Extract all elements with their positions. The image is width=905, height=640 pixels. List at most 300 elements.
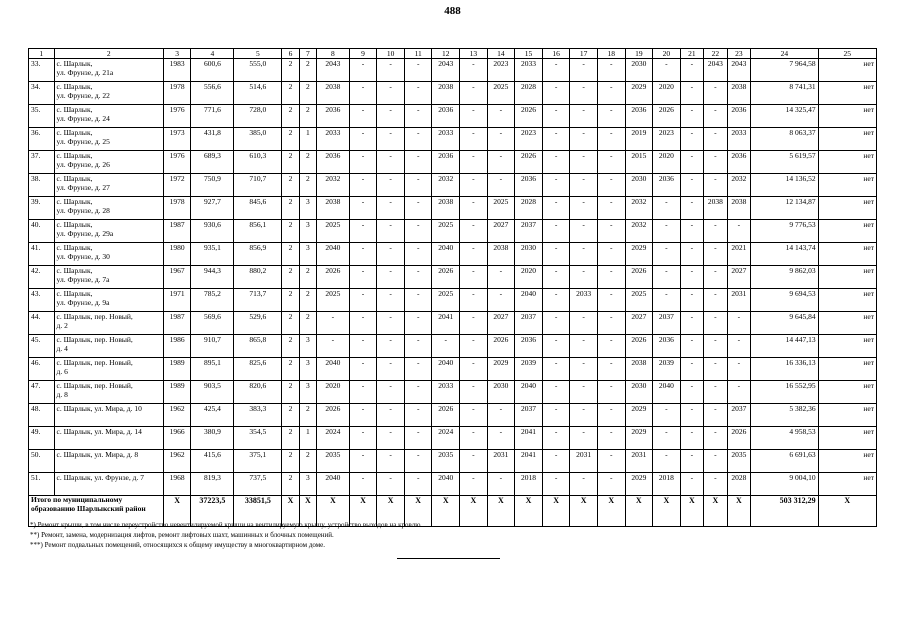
cell-col-23: - [727,220,750,243]
cell-col-25: нет [818,289,876,312]
cell-col-12: 2036 [432,151,460,174]
cell-col-3: 1976 [163,105,191,128]
cell-col-10: - [377,404,405,427]
cell-col-18: - [597,220,625,243]
cell-col-10: - [377,59,405,82]
cell-col-13: - [460,197,488,220]
cell-col-15: 2041 [515,427,543,450]
cell-col-24: 5 619,57 [751,151,818,174]
cell-col-18: - [597,82,625,105]
cell-col-20: - [653,404,681,427]
address-cell [54,404,163,427]
cell-col-12: 2036 [432,105,460,128]
cell-col-5: 375,1 [234,450,282,473]
cell-col-23: 2021 [727,243,750,266]
cell-col-25: нет [818,128,876,151]
address-line-2: ул. Фрунзе, д. 21а [56,68,114,77]
cell-col-3: 1987 [163,220,191,243]
cell-col-7: 2 [299,105,316,128]
total-col-3: X [163,496,191,527]
cell-col-12: 2026 [432,404,460,427]
table-row [29,105,877,128]
address-line-1: с. Шарлык, пер. Новый, [56,335,133,344]
cell-col-12: 2040 [432,473,460,496]
cell-col-4: 771,6 [191,105,234,128]
cell-col-11: - [404,220,432,243]
cell-col-7: 2 [299,151,316,174]
cell-col-13: - [460,59,488,82]
cell-col-7: 2 [299,59,316,82]
cell-col-9: - [349,381,377,404]
cell-col-25: нет [818,151,876,174]
cell-col-5: 710,7 [234,174,282,197]
address-cell [54,220,163,243]
cell-col-12: 2033 [432,128,460,151]
table-row [29,312,877,335]
cell-col-3: 1976 [163,151,191,174]
cell-col-20: 2020 [653,151,681,174]
cell-col-16: - [542,404,570,427]
cell-col-25: нет [818,266,876,289]
table-row [29,266,877,289]
cell-col-17: - [570,82,598,105]
column-number: 12 [432,49,460,59]
cell-col-10: - [377,473,405,496]
row-number: 47. [29,381,55,404]
total-col-7: X [299,496,316,527]
address-line-2: ул. Фрунзе, д. 25 [56,137,110,146]
total-col-17: X [570,496,598,527]
cell-col-17: 2033 [570,289,598,312]
cell-col-8: - [317,312,350,335]
cell-col-6: 2 [282,59,299,82]
cell-col-13: - [460,266,488,289]
column-number: 9 [349,49,377,59]
total-col-18: X [597,496,625,527]
cell-col-25: нет [818,404,876,427]
address-line-2: ул. Фрунзе, д. 27 [56,183,110,192]
cell-col-22: - [704,220,727,243]
cell-col-7: 1 [299,128,316,151]
cell-col-13: - [460,358,488,381]
address-line-1: с. Шарлык, [56,128,93,137]
address-line-1: с. Шарлык, пер. Новый, [56,381,133,390]
cell-col-17: - [570,335,598,358]
cell-col-15: 2037 [515,404,543,427]
row-number: 42. [29,266,55,289]
cell-col-19: 2026 [625,266,653,289]
table-row [29,151,877,174]
cell-col-6: 2 [282,197,299,220]
cell-col-12: 2024 [432,427,460,450]
cell-col-12: 2041 [432,312,460,335]
cell-col-16: - [542,105,570,128]
cell-col-19: 2029 [625,243,653,266]
cell-col-9: - [349,427,377,450]
cell-col-9: - [349,404,377,427]
cell-col-15: 2036 [515,174,543,197]
cell-col-6: 2 [282,174,299,197]
address-cell [54,381,163,404]
cell-col-5: 713,7 [234,289,282,312]
cell-col-10: - [377,266,405,289]
cell-col-24: 14 143,74 [751,243,818,266]
cell-col-4: 425,4 [191,404,234,427]
cell-col-14: 2038 [487,243,515,266]
cell-col-13: - [460,151,488,174]
cell-col-15: 2037 [515,312,543,335]
cell-col-13: - [460,450,488,473]
cell-col-12: 2040 [432,358,460,381]
total-col-16: X [542,496,570,527]
cell-col-5: 728,0 [234,105,282,128]
cell-col-4: 895,1 [191,358,234,381]
cell-col-4: 380,9 [191,427,234,450]
total-col-12: X [432,496,460,527]
cell-col-12: 2038 [432,82,460,105]
cell-col-3: 1962 [163,450,191,473]
cell-col-3: 1968 [163,473,191,496]
cell-col-8: 2036 [317,105,350,128]
cell-col-21: - [680,266,703,289]
cell-col-16: - [542,128,570,151]
cell-col-16: - [542,197,570,220]
cell-col-18: - [597,381,625,404]
cell-col-25: нет [818,335,876,358]
cell-col-22: - [704,289,727,312]
cell-col-8: 2026 [317,404,350,427]
cell-col-3: 1972 [163,174,191,197]
column-number: 1 [29,49,55,59]
cell-col-16: - [542,174,570,197]
cell-col-22: - [704,427,727,450]
cell-col-23: 2027 [727,266,750,289]
row-number: 41. [29,243,55,266]
cell-col-14: 2031 [487,450,515,473]
cell-col-23: 2032 [727,174,750,197]
cell-col-11: - [404,82,432,105]
address-line-2: ул. Фрунзе, д. 30 [56,252,110,261]
cell-col-9: - [349,289,377,312]
address-cell [54,174,163,197]
cell-col-18: - [597,266,625,289]
address-cell [54,450,163,473]
cell-col-16: - [542,358,570,381]
cell-col-21: - [680,427,703,450]
column-number: 3 [163,49,191,59]
cell-col-24: 9 645,84 [751,312,818,335]
cell-col-24: 16 336,13 [751,358,818,381]
cell-col-21: - [680,82,703,105]
column-number: 18 [597,49,625,59]
cell-col-14: - [487,174,515,197]
cell-col-7: 2 [299,450,316,473]
cell-col-9: - [349,266,377,289]
cell-col-4: 930,6 [191,220,234,243]
cell-col-11: - [404,473,432,496]
cell-col-15: 2023 [515,128,543,151]
cell-col-22: - [704,128,727,151]
cell-col-11: - [404,450,432,473]
cell-col-12: 2035 [432,450,460,473]
cell-col-12: 2025 [432,289,460,312]
cell-col-18: - [597,174,625,197]
cell-col-16: - [542,450,570,473]
cell-col-17: - [570,427,598,450]
cell-col-13: - [460,243,488,266]
cell-col-18: - [597,404,625,427]
cell-col-7: 2 [299,82,316,105]
cell-col-13: - [460,82,488,105]
cell-col-4: 750,9 [191,174,234,197]
total-col-22: X [704,496,727,527]
cell-col-4: 819,3 [191,473,234,496]
cell-col-20: - [653,59,681,82]
cell-col-25: нет [818,473,876,496]
cell-col-20: 2026 [653,105,681,128]
cell-col-16: - [542,82,570,105]
cell-col-11: - [404,381,432,404]
cell-col-14: 2030 [487,381,515,404]
cell-col-21: - [680,243,703,266]
cell-col-21: - [680,473,703,496]
footnote-elevators: **) Ремонт, замена, модернизация лифтов, ремонт лифтовых шахт, машинных и блочных помещений. [30,531,334,539]
table-row [29,59,877,82]
column-number: 6 [282,49,299,59]
cell-col-21: - [680,450,703,473]
cell-col-24: 14 447,13 [751,335,818,358]
cell-col-20: 2040 [653,381,681,404]
address-cell [54,128,163,151]
cell-col-14: - [487,473,515,496]
cell-col-3: 1986 [163,335,191,358]
cell-col-11: - [404,266,432,289]
row-number: 48. [29,404,55,427]
cell-col-20: - [653,427,681,450]
table-row [29,128,877,151]
cell-col-11: - [404,289,432,312]
cell-col-8: 2036 [317,151,350,174]
cell-col-20: - [653,289,681,312]
row-number: 36. [29,128,55,151]
cell-col-24: 6 691,63 [751,450,818,473]
row-number: 35. [29,105,55,128]
cell-col-25: нет [818,381,876,404]
cell-col-21: - [680,197,703,220]
cell-col-4: 944,3 [191,266,234,289]
cell-col-7: 3 [299,473,316,496]
row-number: 50. [29,450,55,473]
total-col-9: X [349,496,377,527]
cell-col-10: - [377,358,405,381]
cell-col-17: - [570,151,598,174]
column-number: 19 [625,49,653,59]
cell-col-6: 2 [282,220,299,243]
cell-col-20: - [653,266,681,289]
cell-col-12: 2026 [432,266,460,289]
address-cell [54,266,163,289]
column-number: 5 [234,49,282,59]
cell-col-3: 1989 [163,358,191,381]
cell-col-19: 2029 [625,427,653,450]
column-number: 11 [404,49,432,59]
cell-col-3: 1989 [163,381,191,404]
cell-col-4: 910,7 [191,335,234,358]
cell-col-21: - [680,358,703,381]
address-line-2: ул. Фрунзе, д. 7а [56,275,110,284]
cell-col-11: - [404,128,432,151]
cell-col-24: 9 694,53 [751,289,818,312]
cell-col-14: - [487,404,515,427]
cell-col-13: - [460,312,488,335]
cell-col-6: 2 [282,473,299,496]
cell-col-23: 2038 [727,82,750,105]
cell-col-19: 2029 [625,404,653,427]
address-cell [54,289,163,312]
cell-col-6: 2 [282,128,299,151]
cell-col-6: 2 [282,312,299,335]
cell-col-22: 2043 [704,59,727,82]
cell-col-19: 2030 [625,381,653,404]
cell-col-24: 9 004,10 [751,473,818,496]
cell-col-25: нет [818,220,876,243]
address-line-2: ул. Фрунзе, д. 22 [56,91,110,100]
cell-col-25: нет [818,105,876,128]
address-line-2: д. 4 [56,344,68,353]
address-line-1: с. Шарлык, [56,197,93,206]
cell-col-15: 2040 [515,381,543,404]
cell-col-3: 1966 [163,427,191,450]
table-row [29,450,877,473]
cell-col-8: 2025 [317,220,350,243]
cell-col-7: 3 [299,197,316,220]
cell-col-11: - [404,404,432,427]
address-line-2: ул. Фрунзе, д. 26 [56,160,110,169]
cell-col-8: 2033 [317,128,350,151]
cell-col-19: 2031 [625,450,653,473]
cell-col-24: 12 134,87 [751,197,818,220]
cell-col-17: - [570,473,598,496]
cell-col-18: - [597,473,625,496]
cell-col-14: - [487,151,515,174]
row-number: 49. [29,427,55,450]
address-line-1: с. Шарлык, [56,289,93,298]
table-row [29,404,877,427]
cell-col-14: 2027 [487,312,515,335]
cell-col-3: 1983 [163,59,191,82]
cell-col-18: - [597,450,625,473]
cell-col-6: 2 [282,151,299,174]
address-cell [54,82,163,105]
cell-col-17: - [570,243,598,266]
cell-col-3: 1967 [163,266,191,289]
cell-col-23: - [727,381,750,404]
cell-col-4: 903,5 [191,381,234,404]
cell-col-11: - [404,59,432,82]
cell-col-17: - [570,266,598,289]
address-line-2: ул. Фрунзе, д. 9а [56,298,110,307]
cell-col-5: 383,3 [234,404,282,427]
cell-col-9: - [349,473,377,496]
address-line-1: с. Шарлык, ул. Мира, д. 14 [56,427,142,436]
cell-col-17: - [570,59,598,82]
cell-col-6: 2 [282,335,299,358]
cell-col-10: - [377,105,405,128]
cell-col-19: 2030 [625,59,653,82]
cell-col-9: - [349,358,377,381]
cell-col-4: 785,2 [191,289,234,312]
cell-col-20: - [653,220,681,243]
cell-col-24: 7 964,58 [751,59,818,82]
cell-col-10: - [377,381,405,404]
cell-col-23: 2036 [727,151,750,174]
cell-col-18: - [597,358,625,381]
cell-col-13: - [460,404,488,427]
cell-col-17: - [570,381,598,404]
cell-col-15: 2037 [515,220,543,243]
cell-col-23: 2036 [727,105,750,128]
total-col-15: X [515,496,543,527]
table-row [29,243,877,266]
cell-col-19: 2019 [625,128,653,151]
cell-col-5: 529,6 [234,312,282,335]
cell-col-13: - [460,381,488,404]
cell-col-24: 9 776,53 [751,220,818,243]
cell-col-18: - [597,243,625,266]
cell-col-6: 2 [282,289,299,312]
cell-col-25: нет [818,59,876,82]
cell-col-8: 2020 [317,381,350,404]
cell-col-11: - [404,197,432,220]
cell-col-15: 2026 [515,151,543,174]
cell-col-9: - [349,174,377,197]
cell-col-6: 2 [282,105,299,128]
cell-col-13: - [460,335,488,358]
cell-col-10: - [377,151,405,174]
cell-col-18: - [597,427,625,450]
cell-col-11: - [404,335,432,358]
cell-col-5: 845,6 [234,197,282,220]
cell-col-25: нет [818,243,876,266]
cell-col-24: 8 741,31 [751,82,818,105]
cell-col-5: 555,0 [234,59,282,82]
cell-col-11: - [404,427,432,450]
column-number: 16 [542,49,570,59]
cell-col-14: 2025 [487,197,515,220]
cell-col-24: 5 382,36 [751,404,818,427]
cell-col-9: - [349,197,377,220]
cell-col-18: - [597,59,625,82]
row-number: 46. [29,358,55,381]
address-cell [54,358,163,381]
cell-col-9: - [349,59,377,82]
cell-col-24: 9 862,03 [751,266,818,289]
cell-col-25: нет [818,197,876,220]
cell-col-24: 14 136,52 [751,174,818,197]
cell-col-15: 2028 [515,82,543,105]
cell-col-4: 600,6 [191,59,234,82]
cell-col-5: 385,0 [234,128,282,151]
cell-col-19: 2032 [625,197,653,220]
address-cell [54,312,163,335]
cell-col-10: - [377,82,405,105]
cell-col-9: - [349,450,377,473]
cell-col-7: 2 [299,404,316,427]
cell-col-19: 2029 [625,473,653,496]
cell-col-18: - [597,151,625,174]
cell-col-5: 856,1 [234,220,282,243]
total-col-6: X [282,496,299,527]
